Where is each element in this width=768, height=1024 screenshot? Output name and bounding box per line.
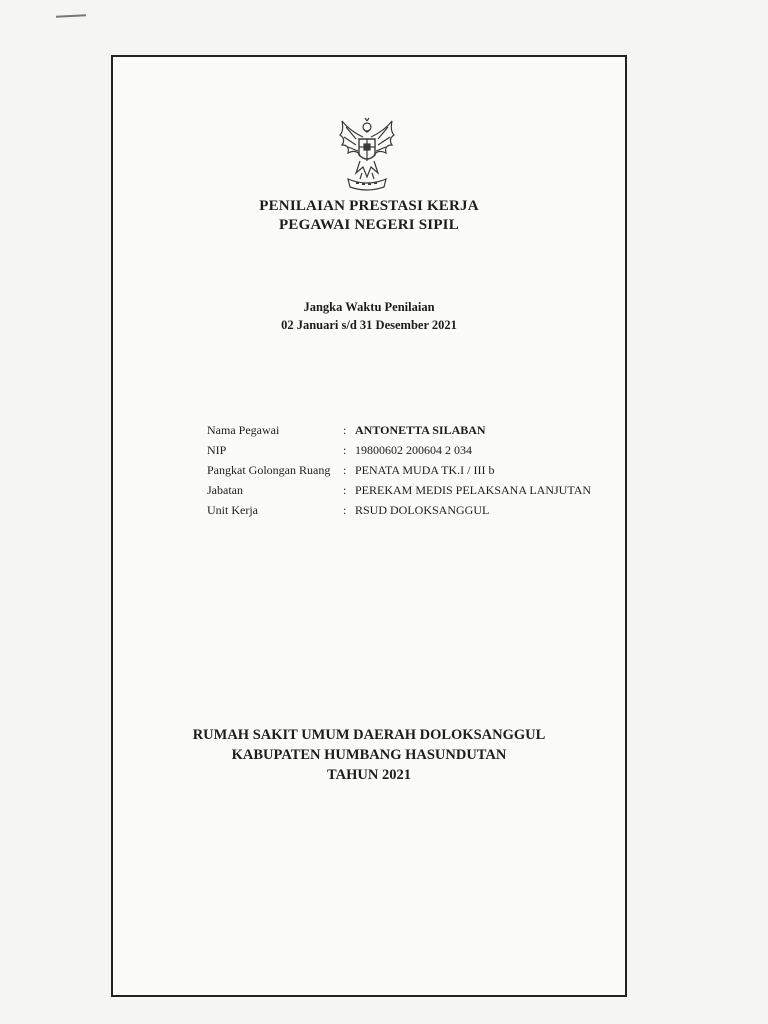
garuda-pancasila-emblem-icon — [336, 117, 398, 193]
info-row-position — [207, 480, 591, 500]
info-row-work-unit — [207, 500, 591, 520]
info-value: 19800602 200604 2 034 — [355, 443, 472, 457]
scan-mark — [56, 14, 86, 18]
info-colon: : — [343, 463, 347, 477]
period-label: Jangka Waktu Penilaian — [303, 300, 435, 314]
document-title — [113, 197, 625, 235]
employee-info-table — [207, 420, 591, 520]
assessment-period — [113, 298, 625, 334]
footer-line-3: TAHUN 2021 — [327, 767, 411, 783]
footer-line-1: RUMAH SAKIT UMUM DAERAH DOLOKSANGGUL — [192, 727, 546, 743]
info-label: Pangkat Golongan Ruang — [207, 463, 331, 477]
institution-footer — [113, 725, 625, 785]
title-line-2: PEGAWAI NEGERI SIPIL — [279, 217, 459, 233]
info-colon: : — [343, 503, 347, 517]
info-label: NIP — [207, 443, 227, 457]
info-value: ANTONETTA SILABAN — [355, 423, 486, 437]
info-label: Nama Pegawai — [207, 423, 280, 437]
info-colon: : — [343, 423, 347, 437]
title-line-1: PENILAIAN PRESTASI KERJA — [259, 198, 479, 214]
info-row-name — [207, 420, 591, 440]
info-label: Unit Kerja — [207, 503, 258, 517]
info-row-nip — [207, 440, 591, 460]
info-value: PEREKAM MEDIS PELAKSANA LANJUTAN — [355, 483, 592, 497]
info-colon: : — [343, 483, 347, 497]
info-row-rank — [207, 460, 591, 480]
footer-line-2: KABUPATEN HUMBANG HASUNDUTAN — [231, 747, 507, 763]
info-value: PENATA MUDA TK.I / III b — [355, 463, 495, 477]
info-colon: : — [343, 443, 347, 457]
period-value: 02 Januari s/d 31 Desember 2021 — [281, 318, 457, 332]
document-page — [111, 55, 627, 997]
info-label: Jabatan — [207, 483, 243, 497]
info-value: RSUD DOLOKSANGGUL — [355, 503, 490, 517]
